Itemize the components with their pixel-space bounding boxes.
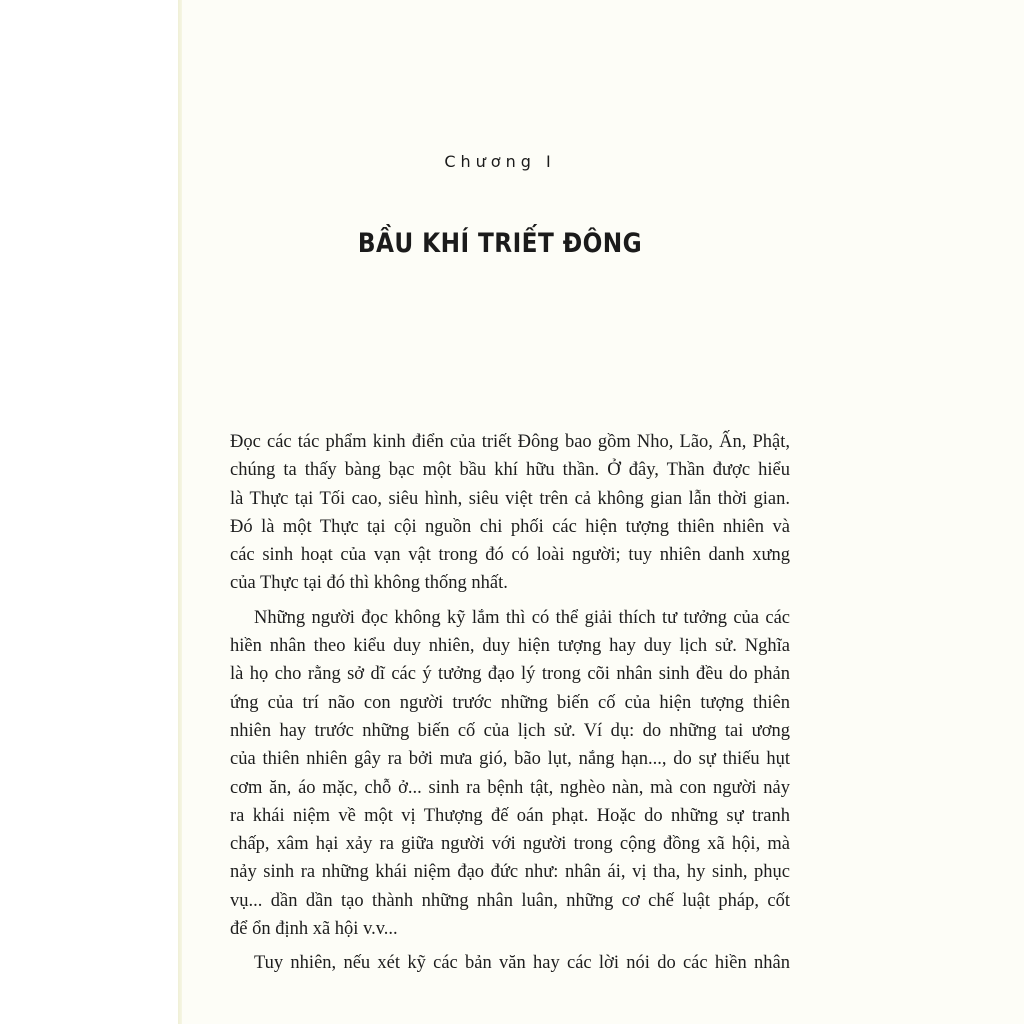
text-line: để ổn định xã hội v.v... — [230, 919, 398, 940]
text-line: Tuy nhiên, nếu xét kỹ các bản văn hay các lời nói do các hiền nhân — [254, 953, 790, 974]
text-line: của thiên nhiên gây ra bởi mưa gió, bão lụt, nắng hạn..., do sự thiếu hụt — [230, 749, 790, 770]
text-line: Đọc các tác phẩm kinh điển của triết Đông bao gồm Nho, Lão, Ấn, Phật, — [230, 432, 790, 452]
text-line: Đó là một Thực tại cội nguồn chi phối các hiện tượng thiên nhiên và — [230, 516, 790, 537]
text-line: chấp, xâm hại xảy ra giữa người với người trong cộng đồng xã hội, mà — [230, 834, 790, 855]
chapter-title: BẦU KHÍ TRIẾT ĐÔNG — [357, 228, 643, 259]
text-line: của Thực tại đó thì không thống nhất. — [230, 573, 508, 594]
text-line: Những người đọc không kỹ lắm thì có thể giải thích tư tưởng của các — [254, 607, 790, 628]
text-line: cơm ăn, áo mặc, chỗ ở... sinh ra bệnh tật, nghèo nàn, mà con người nảy — [230, 777, 790, 798]
text-line: là họ cho rằng sở dĩ các ý tưởng đạo lý trong cõi nhân sinh đều do phản — [230, 664, 790, 685]
text-line: là Thực tại Tối cao, siêu hình, siêu việt trên cả không gian lẫn thời gian. — [230, 488, 790, 509]
text-line: các sinh hoạt của vạn vật trong đó có loài người; tuy nhiên danh xưng — [230, 545, 790, 566]
text-line: hiền nhân theo kiểu duy nhiên, duy hiện tượng hay duy lịch sử. Nghĩa — [230, 636, 790, 657]
text-line: vụ... dần dần tạo thành những nhân luân, những cơ chế luật pháp, cốt — [230, 890, 790, 911]
text-line: nảy sinh ra những khái niệm đạo đức như: nhân ái, vị tha, hy sinh, phục — [230, 862, 790, 883]
chapter-label: Chương I — [444, 152, 556, 171]
text-line: chúng ta thấy bàng bạc một bầu khí hữu thần. Ở đây, Thần được hiểu — [230, 460, 790, 481]
text-line: nhiên hay trước những biến cố của lịch sử. Ví dụ: do những tai ương — [230, 720, 790, 741]
text-line: ra khái niệm về một vị Thượng đế oán phạt. Hoặc do những sự tranh — [230, 805, 790, 826]
text-line: ứng của trí não con người trước những biến cố của hiện tượng thiên — [230, 692, 790, 713]
body-text — [230, 428, 790, 978]
